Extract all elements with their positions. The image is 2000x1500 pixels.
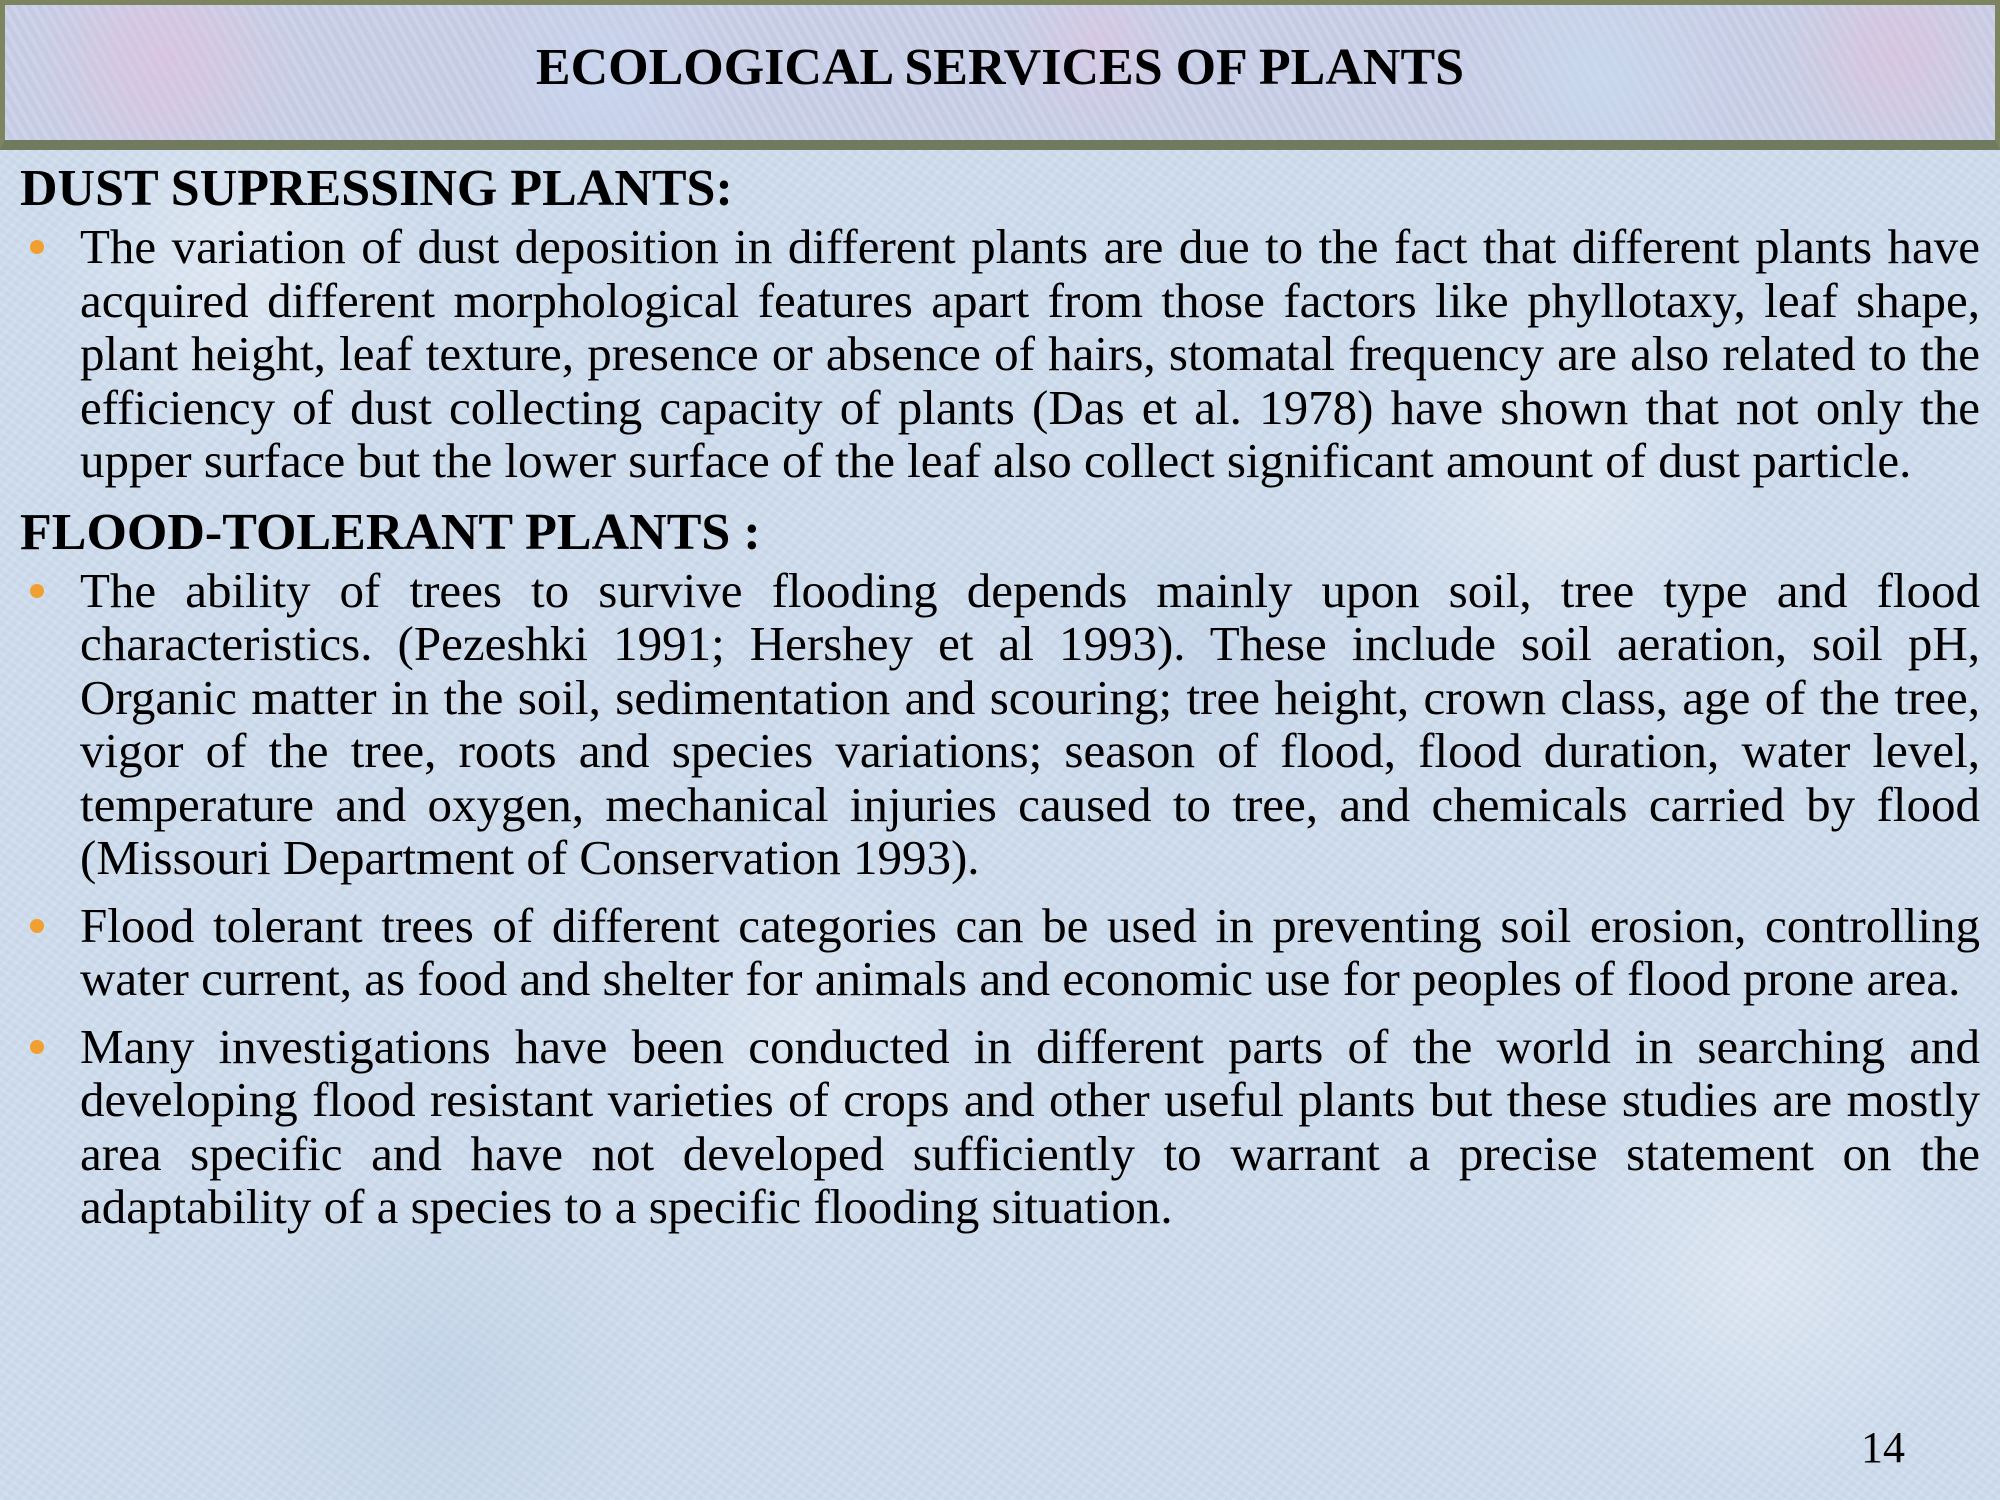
slide-content	[20, 158, 1980, 1248]
bullet-text: Flood tolerant trees of different categories can be used in preventing soil erosion, controlling water current, as food and shelter for animals and economic use for peoples of flood prone area.	[80, 897, 1980, 1006]
section-heading-flood: FLOOD-TOLERANT PLANTS :	[20, 503, 761, 561]
dust-bullet-list	[20, 220, 1980, 488]
bullet-dot-icon	[30, 240, 44, 254]
bullet-dot-icon	[30, 584, 44, 598]
title-bar	[0, 0, 2000, 150]
bullet-dot-icon	[30, 919, 44, 933]
bullet-item	[20, 899, 1980, 1006]
section-heading-dust: DUST SUPRESSING PLANTS:	[20, 160, 733, 217]
bullet-text: Many investigations have been conducted in different parts of the world in searching and developing flood resistant varieties of crops and other useful plants but these studies are mostly area specific and have not developed sufficiently to warrant a precise statement on the adaptability of a species to a specific flooding situation.	[80, 1018, 1980, 1234]
slide-title: ECOLOGICAL SERVICES OF PLANTS	[535, 39, 1465, 96]
bullet-text: The ability of trees to survive flooding depends mainly upon soil, tree type and flood characteristics. (Pezeshki 1991; Hershey et al 1993). These include soil aeration, soil pH, Organic matter in the soil, sedimentation and scouring; tree height, crown class, age of the tree, vigor of the tree, roots and species variations; season of flood, flood duration, water level, temperature and oxygen, mechanical injuries caused to tree, and chemicals carried by flood (Missouri Department of Conservation 1993).	[80, 562, 1980, 885]
slide-number: 14	[1861, 1423, 1905, 1472]
bullet-item	[20, 220, 1980, 488]
bullet-item	[20, 564, 1980, 885]
bullet-item	[20, 1020, 1980, 1234]
bullet-text: The variation of dust deposition in different plants are due to the fact that different plants have acquired different morphological features apart from those factors like phyllotaxy, leaf shape, plant height, leaf texture, presence or absence of hairs, stomatal frequency are also related to the efficiency of dust collecting capacity of plants (Das et al. 1978) have shown that not only the upper surface but the lower surface of the leaf also collect significant amount of dust particle.	[80, 219, 1980, 488]
bullet-dot-icon	[30, 1040, 44, 1054]
flood-bullet-list	[20, 564, 1980, 1234]
